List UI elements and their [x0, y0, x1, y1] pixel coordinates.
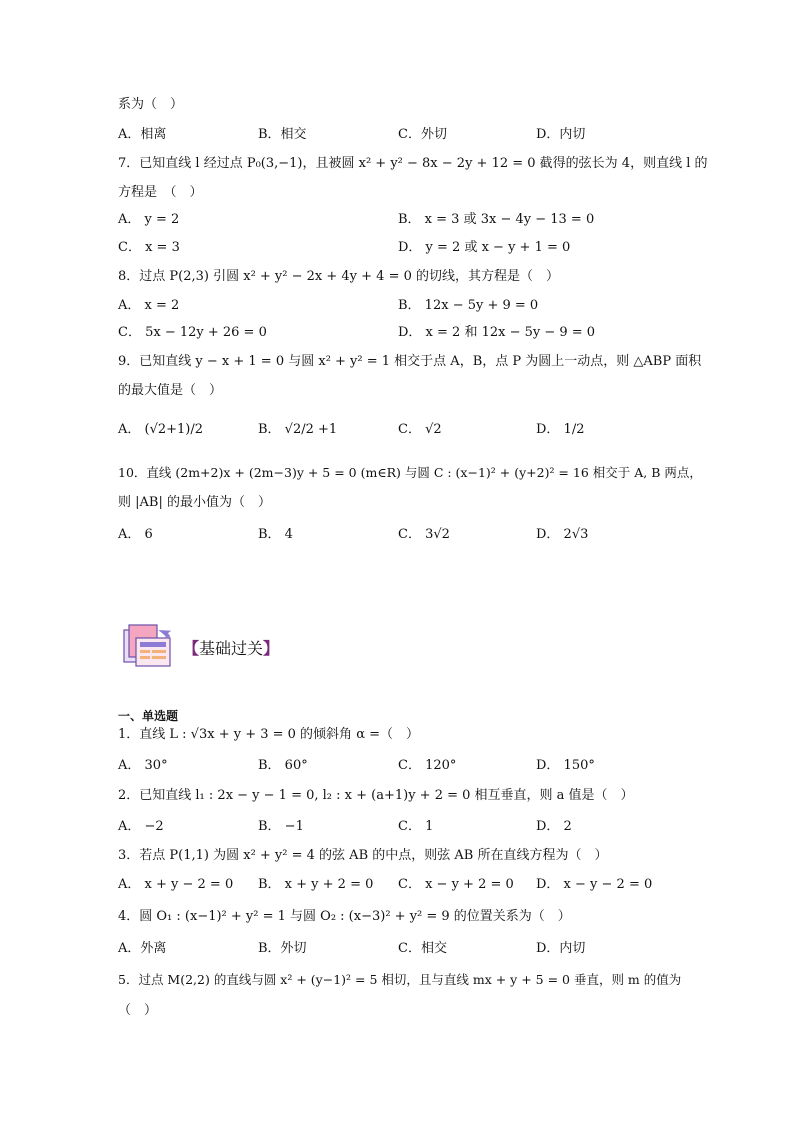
q8-stem: 8．过点 P(2,3) 引圆 x² + y² − 2x + 4y + 4 = 0 的切线，其方程是（ ） — [118, 269, 560, 284]
subsection-heading: 一、单选题 — [118, 709, 179, 723]
q10-option-d: D． 2√3 — [536, 527, 589, 542]
section-bracket-open: 【 — [183, 639, 200, 658]
q3-option-c: C． x − y + 2 = 0 — [398, 877, 514, 892]
q5-stem-line1: 5．过点 M(2,2) 的直线与圆 x² + (y−1)² = 5 相切，且与直线 mx + y + 5 = 0 垂直，则 m 的值为 — [118, 972, 682, 987]
q4-option-a: A．外离 — [118, 941, 167, 956]
q8-option-b: B． 12x − 5y + 9 = 0 — [398, 298, 539, 313]
q2-option-b: B． −1 — [258, 819, 304, 834]
q7-stem-line2: 方程是 （ ） — [118, 185, 203, 200]
q10-option-a: A． 6 — [118, 527, 153, 542]
document-stack-icon — [121, 622, 175, 670]
q4-option-b: B．外切 — [258, 941, 307, 956]
q7-stem-line1: 7．已知直线 l 经过点 P₀(3,−1)，且被圆 x² + y² − 8x − 2y + 12 = 0 截得的弦长为 4，则直线 l 的 — [118, 156, 708, 171]
q1-option-a: A． 30° — [118, 758, 168, 773]
q7-option-a: A． y = 2 — [118, 212, 180, 227]
q2-option-a: A． −2 — [118, 819, 164, 834]
section-title — [183, 636, 279, 659]
q10-stem-line1: 10．直线 (2m+2)x + (2m−3)y + 5 = 0 (m∈R) 与圆 C : (x−1)² + (y+2)² = 16 相交于 A, B 两点， — [118, 465, 702, 480]
q3-option-a: A． x + y − 2 = 0 — [118, 877, 234, 892]
q9-option-d: D． 1/2 — [536, 422, 585, 437]
q10-option-c: C． 3√2 — [398, 527, 450, 542]
q8-option-a: A． x = 2 — [118, 298, 180, 313]
q9-stem-line1: 9．已知直线 y − x + 1 = 0 与圆 x² + y² = 1 相交于点 A，B，点 P 为圆上一动点，则 △ABP 面积 — [118, 354, 702, 369]
q8-option-d: D． x = 2 和 12x − 5y − 9 = 0 — [398, 325, 596, 340]
q7-option-d: D． y = 2 或 x − y + 1 = 0 — [398, 240, 571, 255]
q3-option-b: B． x + y + 2 = 0 — [258, 877, 374, 892]
q6-option-b: B．相交 — [258, 127, 307, 142]
q10-option-b: B． 4 — [258, 527, 293, 542]
q2-option-d: D． 2 — [536, 819, 572, 834]
section-title-text: 基础过关 — [199, 639, 264, 658]
q6-option-a: A．相离 — [118, 127, 167, 142]
q4-option-c: C．相交 — [398, 941, 447, 956]
q6-tail: 系为（ ） — [118, 97, 184, 112]
q8-option-c: C． 5x − 12y + 26 = 0 — [118, 325, 267, 340]
q2-stem: 2．已知直线 l₁ : 2x − y − 1 = 0, l₂ : x + (a+1)y + 2 = 0 相互垂直，则 a 值是（ ） — [118, 788, 634, 803]
section-bracket-close: 】 — [263, 639, 280, 658]
q9-stem-line2: 的最大值是（ ） — [118, 383, 223, 398]
q1-option-b: B． 60° — [258, 758, 308, 773]
q2-option-c: C． 1 — [398, 819, 434, 834]
q3-option-d: D． x − y − 2 = 0 — [536, 877, 653, 892]
q5-stem-line2: （ ） — [118, 1003, 158, 1018]
q4-option-d: D．内切 — [536, 941, 586, 956]
q3-stem: 3．若点 P(1,1) 为圆 x² + y² = 4 的弦 AB 的中点，则弦 AB 所在直线方程为（ ） — [118, 848, 608, 863]
q4-stem: 4．圆 O₁ : (x−1)² + y² = 1 与圆 O₂ : (x−3)² + y² = 9 的位置关系为（ ） — [118, 909, 571, 924]
q1-option-c: C． 120° — [398, 758, 457, 773]
q9-option-b: B． √2/2 +1 — [258, 422, 338, 437]
q7-option-b: B． x = 3 或 3x − 4y − 13 = 0 — [398, 212, 595, 227]
q1-stem: 1．直线 L : √3x + y + 3 = 0 的倾斜角 α =（ ） — [118, 727, 419, 742]
q9-option-a: A． (√2+1)/2 — [118, 422, 204, 437]
q9-option-c: C． √2 — [398, 422, 442, 437]
q6-option-d: D．内切 — [536, 127, 586, 142]
q1-option-d: D． 150° — [536, 758, 595, 773]
q10-stem-line2: 则 |AB| 的最小值为（ ） — [118, 495, 271, 510]
q6-option-c: C．外切 — [398, 127, 447, 142]
q7-option-c: C． x = 3 — [118, 240, 180, 255]
